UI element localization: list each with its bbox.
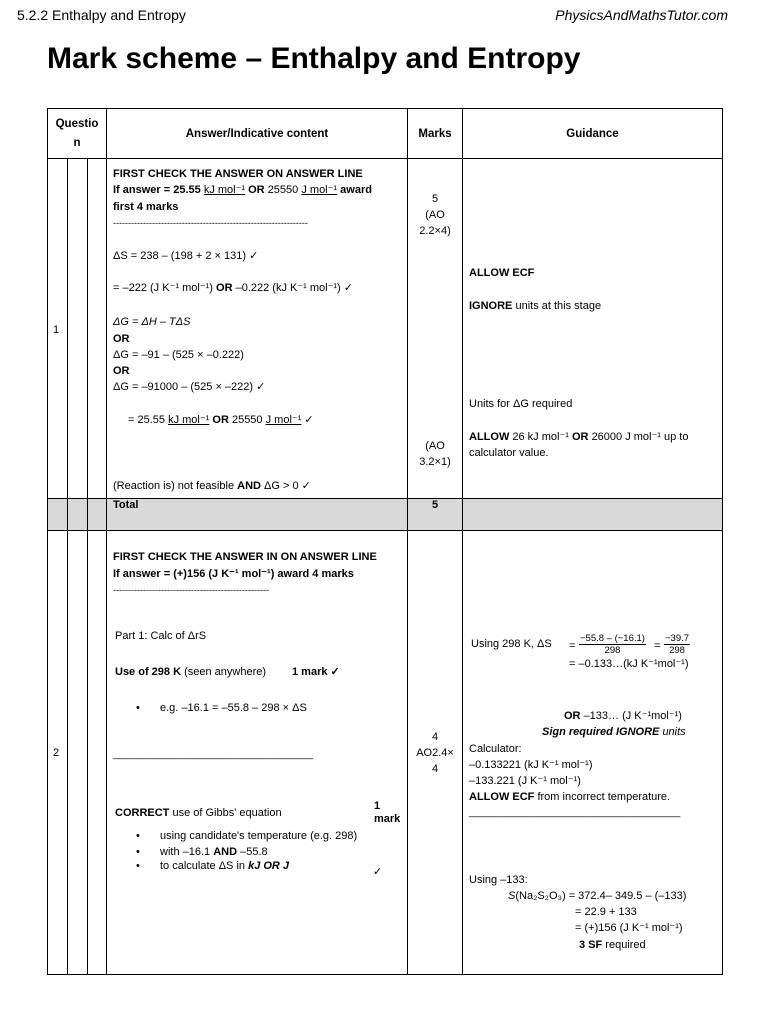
header-answer: Answer/Indicative content: [107, 109, 408, 159]
header-marks: Marks: [408, 109, 463, 159]
page-title: Mark scheme – Enthalpy and Entropy: [47, 42, 581, 75]
equals-sign: =: [654, 640, 661, 652]
total-label: Total: [107, 499, 408, 531]
fraction: $\frac{-39.7}{298}$: [665, 633, 690, 656]
question-number: 1: [53, 324, 60, 336]
guidance-sig-figs: 3 SF required: [579, 939, 646, 951]
use-298-step: Use of 298 K (seen anywhere): [115, 666, 267, 678]
total-question-cell: [48, 499, 107, 531]
guidance-sign: Sign required IGNORE units: [542, 726, 686, 738]
mark-allocation: 1 mark ✓: [292, 666, 340, 678]
equals-sign: =: [569, 640, 576, 652]
marks-ao-detail: 4: [431, 763, 439, 775]
or-label: OR: [113, 365, 130, 377]
guidance-cell-1: [463, 159, 723, 499]
guidance-or-133: OR –133… (J K⁻¹mol⁻¹): [564, 710, 682, 722]
total-marks: 5: [408, 499, 463, 531]
marks-cell-2: [408, 531, 463, 975]
guidance-allow-ecf: ALLOW ECF: [469, 267, 535, 279]
guidance-units: Units for ΔG required: [469, 398, 573, 410]
gibbs-equation: ΔG = ΔH – TΔS: [113, 316, 191, 328]
guidance-using-298: Using 298 K, ΔS: [471, 638, 552, 650]
entropy-calc: ΔS = 238 – (198 + 2 × 131) ✓: [113, 250, 259, 262]
guidance-allow-ecf: ALLOW ECF from incorrect temperature.: [469, 791, 671, 803]
gibbs-substitution-kj: ΔG = –91 – (525 × –0.222): [113, 349, 244, 361]
gibbs-substitution-j: ΔG = –91000 – (525 × –222) ✓: [113, 381, 266, 393]
check-instruction: FIRST CHECK THE ANSWER ON ANSWER LINE: [113, 168, 363, 180]
feasibility-statement: (Reaction is) not feasible AND ΔG > 0 ✓: [113, 480, 311, 492]
guidance-calculator: calculator value.: [469, 447, 549, 459]
divider-dashes: ----------------------------------------------------: [113, 585, 269, 595]
guidance-entropy-step: = 22.9 + 133: [575, 906, 637, 918]
question-cell-2: [48, 531, 107, 975]
guidance-allow: ALLOW 26 kJ mol⁻¹ OR 26000 J mol⁻¹ up to: [469, 431, 689, 443]
fraction: $\frac{-55.8 - (-16.1)}{298}$: [580, 633, 645, 656]
divider-rule: ____________________________________: [113, 749, 314, 760]
check-instruction: FIRST CHECK THE ANSWER IN ON ANSWER LINE: [113, 551, 377, 563]
bullet-dot: •: [136, 846, 140, 858]
bullet-dot: •: [136, 702, 140, 714]
answer-cell-2: [107, 531, 408, 975]
header-section-label: 5.2.2 Enthalpy and Entropy: [17, 7, 186, 23]
part1-label: Part 1: Calc of ΔrS: [115, 630, 207, 642]
divider-rule: ______________________________________: [469, 807, 681, 818]
question-number: 2: [53, 747, 60, 759]
table-header-row: [48, 109, 723, 159]
or-label: OR: [113, 333, 130, 345]
divider-dashes: -----------------------------------------------------------------: [113, 218, 308, 228]
question-cell-1: [48, 159, 107, 499]
guidance-calc-kj: –0.133221 (kJ K⁻¹ mol⁻¹): [469, 759, 593, 771]
mark-allocation: mark: [374, 813, 401, 825]
table-row-q2: [48, 531, 723, 975]
guidance-result: = –0.133…(kJ K⁻¹mol⁻¹): [569, 658, 689, 670]
total-guidance: [463, 499, 723, 531]
guidance-using-133: Using –133:: [469, 874, 528, 886]
tick-mark: ✓: [373, 866, 383, 878]
award-text: first 4 marks: [113, 201, 179, 213]
guidance-ignore: IGNORE units at this stage: [469, 300, 602, 312]
marks-ao-detail: 2.2×4): [419, 225, 451, 237]
header-question: Questio n: [48, 109, 107, 159]
answer-condition: If answer = (+)156 (J K⁻¹ mol⁻¹) award 4 marks: [113, 568, 354, 580]
bullet-dot: •: [136, 830, 140, 842]
marks-ao: AO2.4×: [416, 747, 454, 759]
guidance-entropy-calc: S(Na₂S₂O₃) = 372.4– 349.5 – (–133): [508, 890, 687, 902]
entropy-value: = –222 (J K⁻¹ mol⁻¹) OR –0.222 (kJ K⁻¹ mol⁻¹) ✓: [113, 282, 353, 294]
table-row-q1: [48, 159, 723, 499]
marks-ao-detail: 3.2×1): [419, 456, 451, 468]
gibbs-result: = 25.55 kJ mol⁻¹ OR 25550 J mol⁻¹ ✓: [128, 414, 314, 426]
example-equation: e.g. –16.1 = –55.8 – 298 × ΔS: [160, 702, 307, 714]
mark-scheme-table: [47, 108, 723, 975]
bullet-item: to calculate ΔS in kJ OR J: [160, 860, 290, 872]
gibbs-usage-step: CORRECT use of Gibbs' equation: [115, 807, 282, 819]
guidance-cell-2: [463, 531, 723, 975]
marks-ao: (AO: [425, 209, 445, 221]
bullet-item: using candidate's temperature (e.g. 298): [160, 830, 358, 842]
mark-allocation: 1: [374, 800, 381, 812]
marks-value: 5: [431, 193, 439, 205]
marks-ao: (AO: [425, 440, 445, 452]
guidance-entropy-result: = (+)156 (J K⁻¹ mol⁻¹): [575, 922, 683, 934]
guidance-calc-j: –133.221 (J K⁻¹ mol⁻¹): [469, 775, 581, 787]
bullet-dot: •: [136, 860, 140, 872]
marks-value: 4: [431, 731, 439, 743]
marks-cell-1: [408, 159, 463, 499]
guidance-calculator: Calculator:: [469, 743, 522, 755]
bullet-item: with –16.1 AND –55.8: [160, 846, 268, 858]
header-guidance: Guidance: [463, 109, 723, 159]
answer-condition: If answer = 25.55 kJ mol⁻¹ OR 25550 J mol⁻¹ award: [113, 184, 372, 196]
header-site-name: PhysicsAndMathsTutor.com: [555, 7, 728, 23]
table-row-total: [48, 499, 723, 531]
answer-cell-1: [107, 159, 408, 499]
